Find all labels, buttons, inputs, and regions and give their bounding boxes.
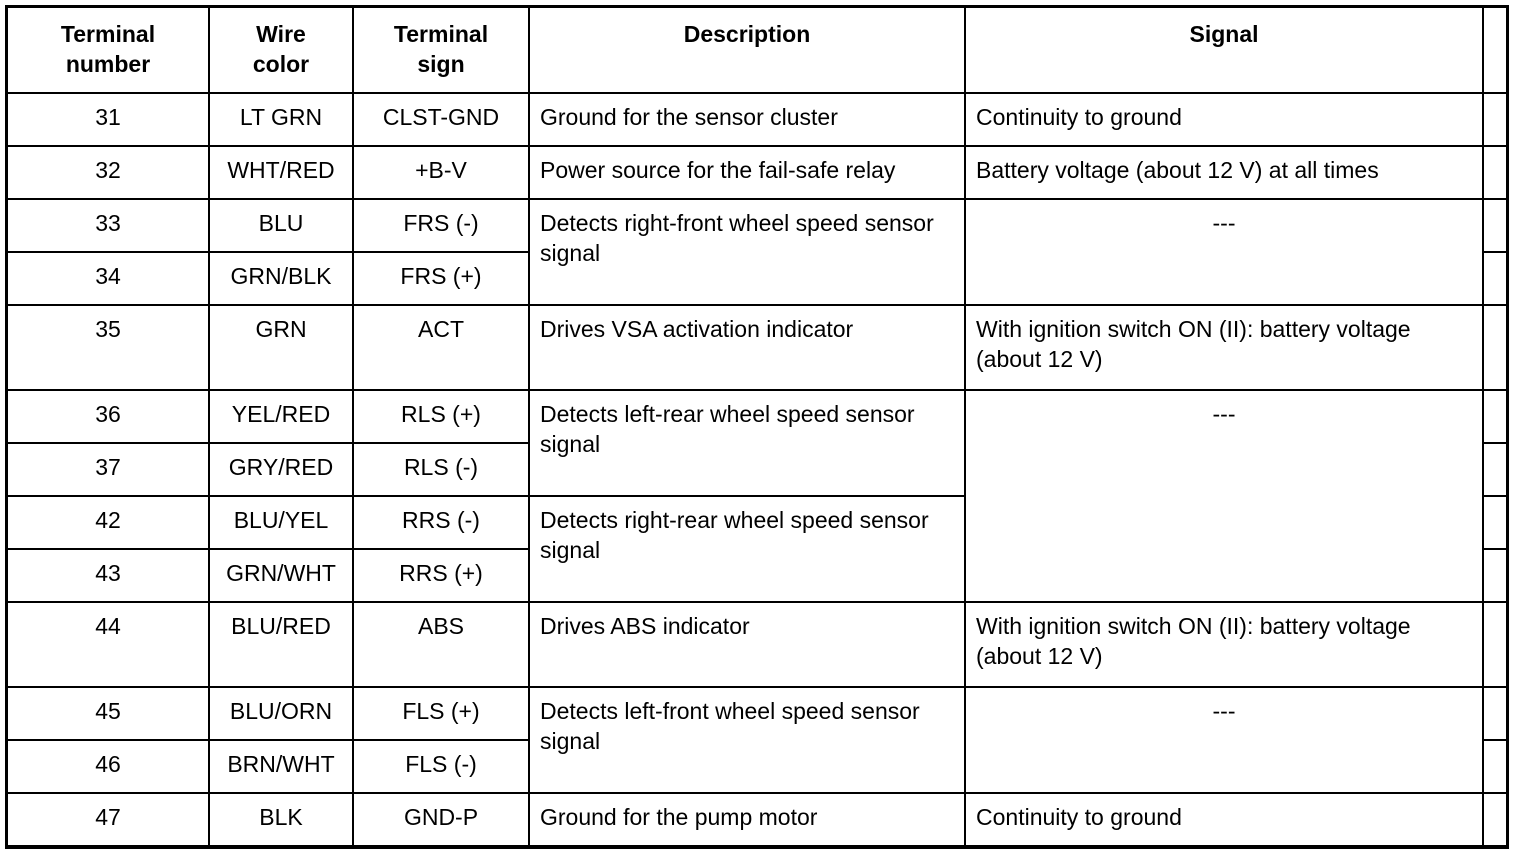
signal-cell: With ignition switch ON (II): battery voltage (about 12 V) (965, 602, 1483, 687)
signal-cell: --- (965, 199, 1483, 305)
wire-color-cell: LT GRN (209, 93, 353, 146)
terminal-number-cell: 37 (7, 443, 209, 496)
wire-color-cell: GRY/RED (209, 443, 353, 496)
table-row (7, 602, 1507, 687)
signal-cell: --- (965, 687, 1483, 793)
edge-column-cell (1483, 549, 1507, 602)
signal-cell: --- (965, 390, 1483, 602)
terminal-sign-cell: CLST-GND (353, 93, 529, 146)
edge-column-cell (1483, 93, 1507, 146)
terminal-number-cell: 47 (7, 793, 209, 846)
table-row (7, 687, 1507, 740)
edge-column-cell (1483, 7, 1507, 93)
table-row (7, 390, 1507, 443)
terminal-table (6, 6, 1508, 847)
header-wire-color: Wire color (209, 7, 353, 93)
signal-cell: Continuity to ground (965, 93, 1483, 146)
wire-color-cell: BRN/WHT (209, 740, 353, 793)
terminal-sign-cell: FRS (+) (353, 252, 529, 305)
terminal-sign-cell: GND-P (353, 793, 529, 846)
table-row (7, 146, 1507, 199)
terminal-sign-cell: FLS (+) (353, 687, 529, 740)
edge-column-cell (1483, 496, 1507, 549)
edge-column-cell (1483, 305, 1507, 390)
wire-color-cell: BLU (209, 199, 353, 252)
terminal-number-cell: 32 (7, 146, 209, 199)
edge-column-cell (1483, 443, 1507, 496)
wire-color-cell: BLK (209, 793, 353, 846)
terminal-sign-cell: RRS (-) (353, 496, 529, 549)
wire-color-cell: WHT/RED (209, 146, 353, 199)
signal-cell: Battery voltage (about 12 V) at all times (965, 146, 1483, 199)
header-signal: Signal (965, 7, 1483, 93)
signal-cell: Continuity to ground (965, 793, 1483, 846)
terminal-number-cell: 43 (7, 549, 209, 602)
terminal-number-cell: 36 (7, 390, 209, 443)
wire-color-cell: BLU/RED (209, 602, 353, 687)
description-cell: Ground for the sensor cluster (529, 93, 965, 146)
terminal-number-cell: 31 (7, 93, 209, 146)
wire-color-cell: BLU/ORN (209, 687, 353, 740)
wire-color-cell: GRN/BLK (209, 252, 353, 305)
description-cell: Drives ABS indicator (529, 602, 965, 687)
edge-column-cell (1483, 252, 1507, 305)
terminal-number-cell: 46 (7, 740, 209, 793)
terminal-sign-cell: FLS (-) (353, 740, 529, 793)
table-row (7, 793, 1507, 846)
edge-column-cell (1483, 199, 1507, 252)
edge-column-cell (1483, 602, 1507, 687)
edge-column-cell (1483, 687, 1507, 740)
header-description: Description (529, 7, 965, 93)
terminal-sign-cell: ABS (353, 602, 529, 687)
wire-color-cell: BLU/YEL (209, 496, 353, 549)
terminal-sign-cell: RLS (-) (353, 443, 529, 496)
terminal-number-cell: 44 (7, 602, 209, 687)
table-row (7, 199, 1507, 252)
description-cell: Drives VSA activation indicator (529, 305, 965, 390)
description-cell: Detects left-rear wheel speed sensor signal (529, 390, 965, 496)
terminal-sign-cell: RLS (+) (353, 390, 529, 443)
edge-column-cell (1483, 740, 1507, 793)
edge-column-cell (1483, 793, 1507, 846)
header-terminal-sign: Terminal sign (353, 7, 529, 93)
table-row (7, 305, 1507, 390)
terminal-number-cell: 45 (7, 687, 209, 740)
description-cell: Detects right-front wheel speed sensor signal (529, 199, 965, 305)
edge-column-cell (1483, 390, 1507, 443)
description-cell: Ground for the pump motor (529, 793, 965, 846)
description-cell: Power source for the fail-safe relay (529, 146, 965, 199)
table-body (7, 93, 1507, 846)
header-terminal-number: Terminal number (7, 7, 209, 93)
terminal-sign-cell: ACT (353, 305, 529, 390)
terminal-number-cell: 42 (7, 496, 209, 549)
edge-column-cell (1483, 146, 1507, 199)
wire-color-cell: GRN (209, 305, 353, 390)
description-cell: Detects left-front wheel speed sensor signal (529, 687, 965, 793)
description-cell: Detects right-rear wheel speed sensor signal (529, 496, 965, 602)
terminal-number-cell: 33 (7, 199, 209, 252)
terminal-sign-cell: +B-V (353, 146, 529, 199)
table-row (7, 93, 1507, 146)
terminal-number-cell: 34 (7, 252, 209, 305)
wire-color-cell: GRN/WHT (209, 549, 353, 602)
terminal-sign-cell: RRS (+) (353, 549, 529, 602)
header-row (7, 7, 1507, 93)
terminal-sign-cell: FRS (-) (353, 199, 529, 252)
signal-cell: With ignition switch ON (II): battery voltage (about 12 V) (965, 305, 1483, 390)
wire-color-cell: YEL/RED (209, 390, 353, 443)
terminal-number-cell: 35 (7, 305, 209, 390)
table-header (7, 7, 1507, 93)
